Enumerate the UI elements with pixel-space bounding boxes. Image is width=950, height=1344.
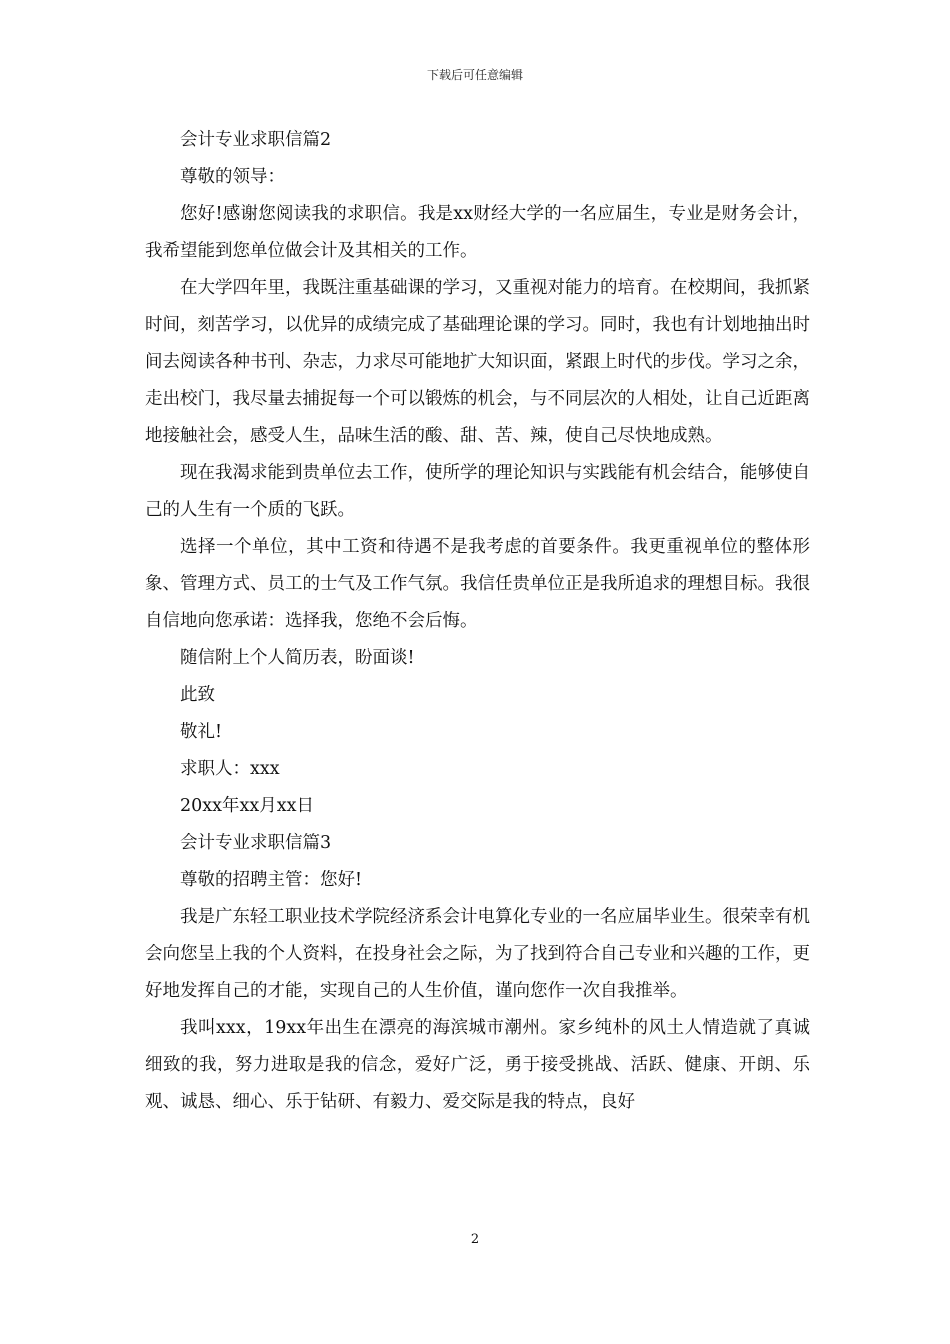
date: 20xx年xx月xx日 — [180, 796, 314, 816]
salutation: 尊敬的领导： — [180, 167, 285, 187]
body-paragraph: 我是广东轻工职业技术学院经济系会计电算化专业的一名应届毕业生。很荣幸有机会向您呈上我的个人资料，在投身社会之际，为了找到符合自己专业和兴趣的工作，更好地发挥自己的才能，实现自己的人生价值，谨向您作一次自我推举。 — [145, 907, 810, 1001]
page-number: 2 — [470, 1232, 480, 1247]
body-paragraph: 您好!感谢您阅读我的求职信。我是xx财经大学的一名应届生，专业是财务会计，我希望能到您单位做会计及其相关的工作。 — [145, 204, 810, 261]
body-paragraph: 在大学四年里，我既注重基础课的学习，又重视对能力的培育。在校期间，我抓紧时间，刻苦学习，以优异的成绩完成了基础理论课的学习。同时，我也有计划地抽出时间去阅读各种书刊、杂志，力求尽可能地扩大知识面，紧跟上时代的步伐。学习之余，走出校门，我尽量去捕捉每一个可以锻炼的机会，与不同层次的人相处，让自己近距离地接触社会，感受人生，品味生活的酸、甜、苦、辣，使自己尽快地成熟。 — [145, 278, 810, 446]
body-paragraph: 随信附上个人简历表，盼面谈! — [180, 648, 415, 668]
page-header: 下载后可任意编辑 — [426, 68, 523, 82]
section-title: 会计专业求职信篇2 — [180, 130, 332, 150]
body-paragraph: 我叫xxx，19xx年出生在漂亮的海滨城市潮州。家乡纯朴的风土人情造就了真诚细致的我，努力进取是我的信念，爱好广泛，勇于接受挑战、活跃、健康、开朗、乐观、诚恳、细心、乐于钻研、有毅力、爱交际是我的特点，良好 — [145, 1018, 810, 1112]
closing: 此致 — [180, 685, 215, 705]
document-body — [145, 122, 810, 1121]
section-title: 会计专业求职信篇3 — [180, 833, 332, 853]
body-paragraph: 选择一个单位，其中工资和待遇不是我考虑的首要条件。我更重视单位的整体形象、管理方式、员工的士气及工作气氛。我信任贵单位正是我所追求的理想目标。我很自信地向您承诺：选择我，您绝不会后悔。 — [145, 537, 810, 631]
closing: 敬礼! — [180, 722, 223, 742]
salutation: 尊敬的招聘主管：您好! — [180, 870, 363, 890]
body-paragraph: 现在我渴求能到贵单位去工作，使所学的理论知识与实践能有机会结合，能够使自己的人生有一个质的飞跃。 — [145, 463, 810, 520]
signature: 求职人：xxx — [180, 759, 280, 779]
